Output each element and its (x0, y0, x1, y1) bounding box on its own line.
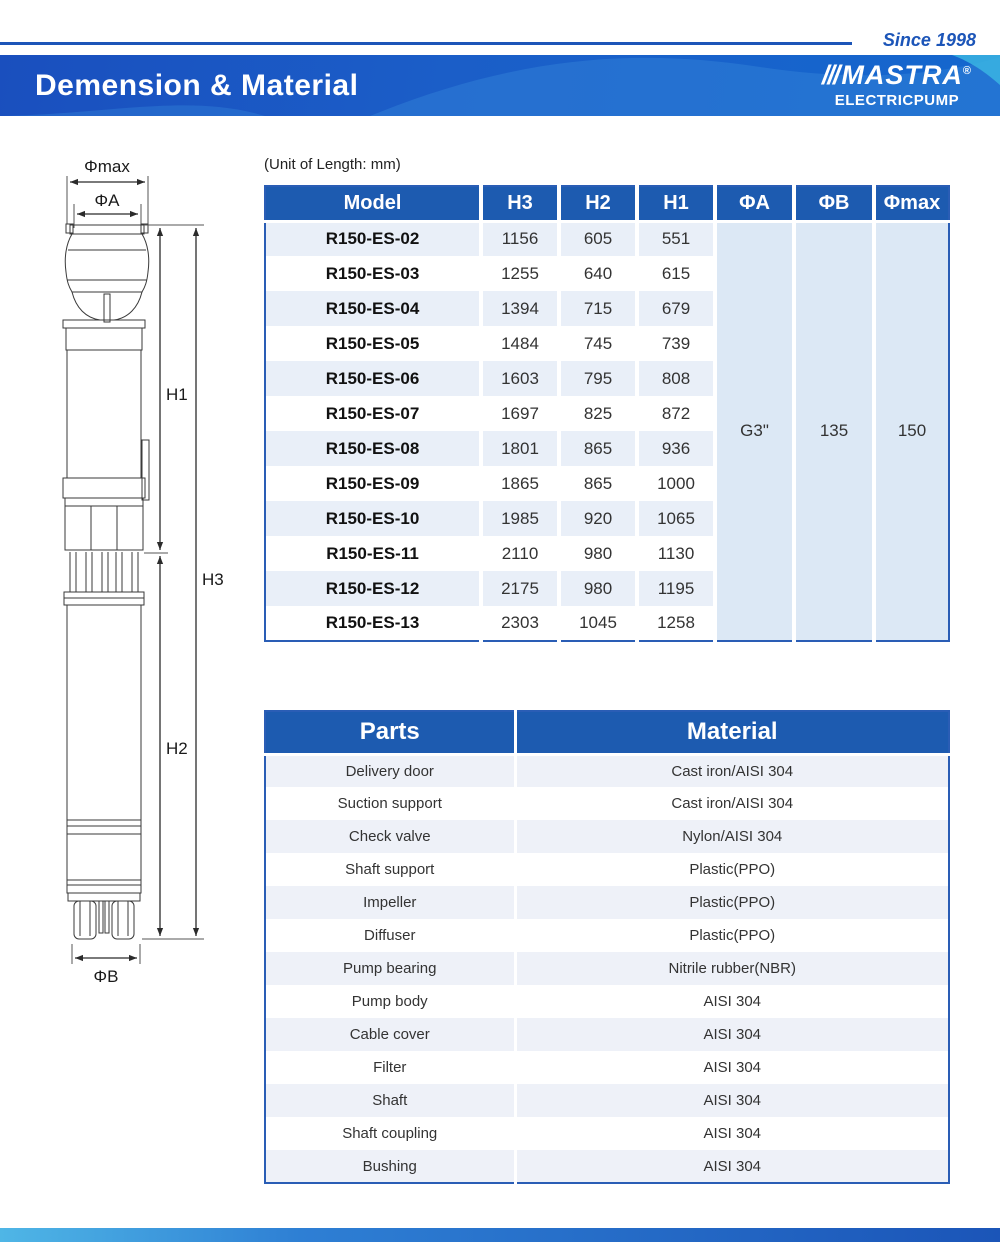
column-header-model: Model (265, 186, 481, 221)
dim-cell-h1: 739 (637, 326, 715, 361)
dim-cell-model: R150-ES-04 (325, 298, 420, 318)
dim-cell-h1: 936 (637, 431, 715, 466)
parts-cell-material: Cast iron/AISI 304 (515, 754, 949, 787)
parts-table-body (265, 754, 949, 1183)
dim-cell-phi-max: 150 (874, 221, 949, 641)
dimension-table (264, 185, 950, 642)
dim-cell-h2: 640 (559, 256, 637, 291)
dim-label-h1: H1 (166, 385, 188, 404)
column-header-phi-a: ΦA (715, 186, 794, 221)
table-row (265, 886, 949, 919)
parts-cell-part: Shaft (372, 1092, 408, 1109)
dim-cell-h1: 551 (637, 221, 715, 256)
dim-cell-h3: 1697 (481, 396, 559, 431)
parts-cell-material: AISI 304 (515, 1150, 949, 1183)
table-row (265, 853, 949, 886)
header-banner (0, 55, 1000, 116)
dim-cell-model: R150-ES-10 (325, 508, 420, 528)
parts-cell-part: Bushing (362, 1157, 417, 1175)
parts-cell-part: Diffuser (364, 927, 416, 944)
dim-cell-h2: 980 (559, 571, 637, 606)
table-row (265, 754, 949, 787)
column-header-h1: H1 (637, 186, 715, 221)
brand-logo (822, 62, 972, 108)
dim-cell-model: R150-ES-07 (325, 403, 420, 423)
parts-cell-part: Check valve (348, 828, 431, 845)
dim-cell-h3: 1801 (481, 431, 559, 466)
dim-cell-h3: 1484 (481, 326, 559, 361)
brand-stripes-icon: /// (821, 60, 839, 90)
dim-cell-model: R150-ES-09 (325, 473, 420, 493)
dim-cell-h2: 825 (559, 396, 637, 431)
dim-cell-h1: 615 (637, 256, 715, 291)
table-row (265, 820, 949, 853)
unit-note: (Unit of Length: mm) (264, 156, 401, 173)
dim-cell-h1: 1130 (637, 536, 715, 571)
registered-mark-icon: ® (962, 65, 972, 77)
parts-cell-material: AISI 304 (515, 1051, 949, 1084)
dim-cell-h3: 2303 (481, 606, 559, 641)
dim-cell-h3: 1985 (481, 501, 559, 536)
dimension-table-header-row (265, 186, 949, 221)
dim-cell-h3: 1156 (481, 221, 559, 256)
dim-cell-h1: 808 (637, 361, 715, 396)
parts-cell-part: Delivery door (345, 762, 434, 780)
table-row (265, 919, 949, 952)
dim-cell-model: R150-ES-02 (325, 229, 420, 249)
parts-cell-part: Cable cover (349, 1026, 430, 1043)
dim-cell-h1: 872 (637, 396, 715, 431)
dim-cell-h2: 1045 (559, 606, 637, 641)
dim-cell-model: R150-ES-11 (326, 543, 419, 563)
dim-cell-h2: 865 (559, 466, 637, 501)
brand-subtitle: ELECTRICPUMP (834, 92, 960, 109)
parts-cell-part: Filter (373, 1059, 407, 1076)
dim-cell-model: R150-ES-03 (325, 263, 420, 283)
dim-cell-h1: 1065 (637, 501, 715, 536)
dim-cell-h2: 795 (559, 361, 637, 396)
dim-cell-model: R150-ES-12 (325, 578, 420, 598)
dim-cell-h2: 920 (559, 501, 637, 536)
dim-label-phi-b: ΦB (93, 967, 119, 986)
column-header-h2: H2 (559, 186, 637, 221)
parts-cell-part: Pump bearing (343, 960, 437, 977)
header-divider (0, 42, 852, 45)
dim-cell-model: R150-ES-08 (325, 438, 420, 458)
dim-cell-phi-b: 135 (794, 221, 874, 641)
parts-cell-material: AISI 304 (515, 1084, 949, 1117)
dimension-table-body (265, 221, 949, 641)
table-row (265, 952, 949, 985)
parts-cell-material: AISI 304 (515, 985, 949, 1018)
table-row (265, 1084, 949, 1117)
parts-cell-part: Shaft support (345, 861, 435, 878)
parts-cell-material: AISI 304 (515, 1018, 949, 1051)
dim-label-phi-max: Φmax (84, 157, 130, 176)
dim-cell-h1: 1258 (637, 606, 715, 641)
parts-cell-material: Nitrile rubber(NBR) (515, 952, 949, 985)
table-row (265, 787, 949, 820)
table-row (265, 221, 949, 256)
dim-cell-h3: 1255 (481, 256, 559, 291)
dim-cell-model: R150-ES-06 (325, 368, 420, 388)
dim-label-h2: H2 (166, 739, 188, 758)
parts-cell-part: Impeller (363, 894, 417, 911)
footer-bar (0, 1228, 1000, 1242)
table-row (265, 1150, 949, 1183)
table-row (265, 1117, 949, 1150)
parts-cell-material: AISI 304 (515, 1117, 949, 1150)
parts-cell-material: Cast iron/AISI 304 (515, 787, 949, 820)
parts-cell-part: Shaft coupling (342, 1125, 438, 1142)
parts-table-header-row (265, 711, 949, 754)
parts-cell-part: Pump body (351, 993, 428, 1010)
pump-diagram (20, 146, 250, 1006)
pump-outline (63, 224, 149, 939)
dim-cell-h2: 865 (559, 431, 637, 466)
dim-cell-h3: 1865 (481, 466, 559, 501)
parts-cell-material: Plastic(PPO) (515, 853, 949, 886)
dim-cell-h3: 1603 (481, 361, 559, 396)
dim-cell-h1: 1195 (637, 571, 715, 606)
parts-cell-material: Plastic(PPO) (515, 886, 949, 919)
dim-cell-phi-a: G3" (715, 221, 794, 641)
dim-cell-h1: 1000 (637, 466, 715, 501)
dim-cell-h3: 2175 (481, 571, 559, 606)
dim-cell-h2: 605 (559, 221, 637, 256)
dim-cell-h2: 715 (559, 291, 637, 326)
brand-name: MASTRA (841, 60, 963, 90)
parts-cell-material: Nylon/AISI 304 (515, 820, 949, 853)
dim-cell-h3: 2110 (481, 536, 559, 571)
page-title: Demension & Material (35, 68, 359, 102)
column-header-material: Material (515, 711, 949, 754)
dim-cell-h1: 679 (637, 291, 715, 326)
column-header-phi-b: ΦB (794, 186, 874, 221)
table-row (265, 1018, 949, 1051)
since-text: Since 1998 (882, 30, 976, 50)
parts-cell-part: Suction support (337, 795, 442, 812)
column-header-phi-max: Φmax (874, 186, 949, 221)
table-row (265, 985, 949, 1018)
table-row (265, 1051, 949, 1084)
dim-label-h3: H3 (202, 570, 224, 589)
dim-cell-h2: 980 (559, 536, 637, 571)
dim-cell-h3: 1394 (481, 291, 559, 326)
parts-cell-material: Plastic(PPO) (515, 919, 949, 952)
parts-table (264, 710, 950, 1184)
dim-label-phi-a: ΦA (94, 191, 120, 210)
dim-cell-model: R150-ES-13 (325, 613, 420, 632)
dim-cell-h2: 745 (559, 326, 637, 361)
column-header-h3: H3 (481, 186, 559, 221)
brand-wordmark (822, 62, 972, 89)
column-header-parts: Parts (265, 711, 515, 754)
dim-cell-model: R150-ES-05 (325, 333, 420, 353)
